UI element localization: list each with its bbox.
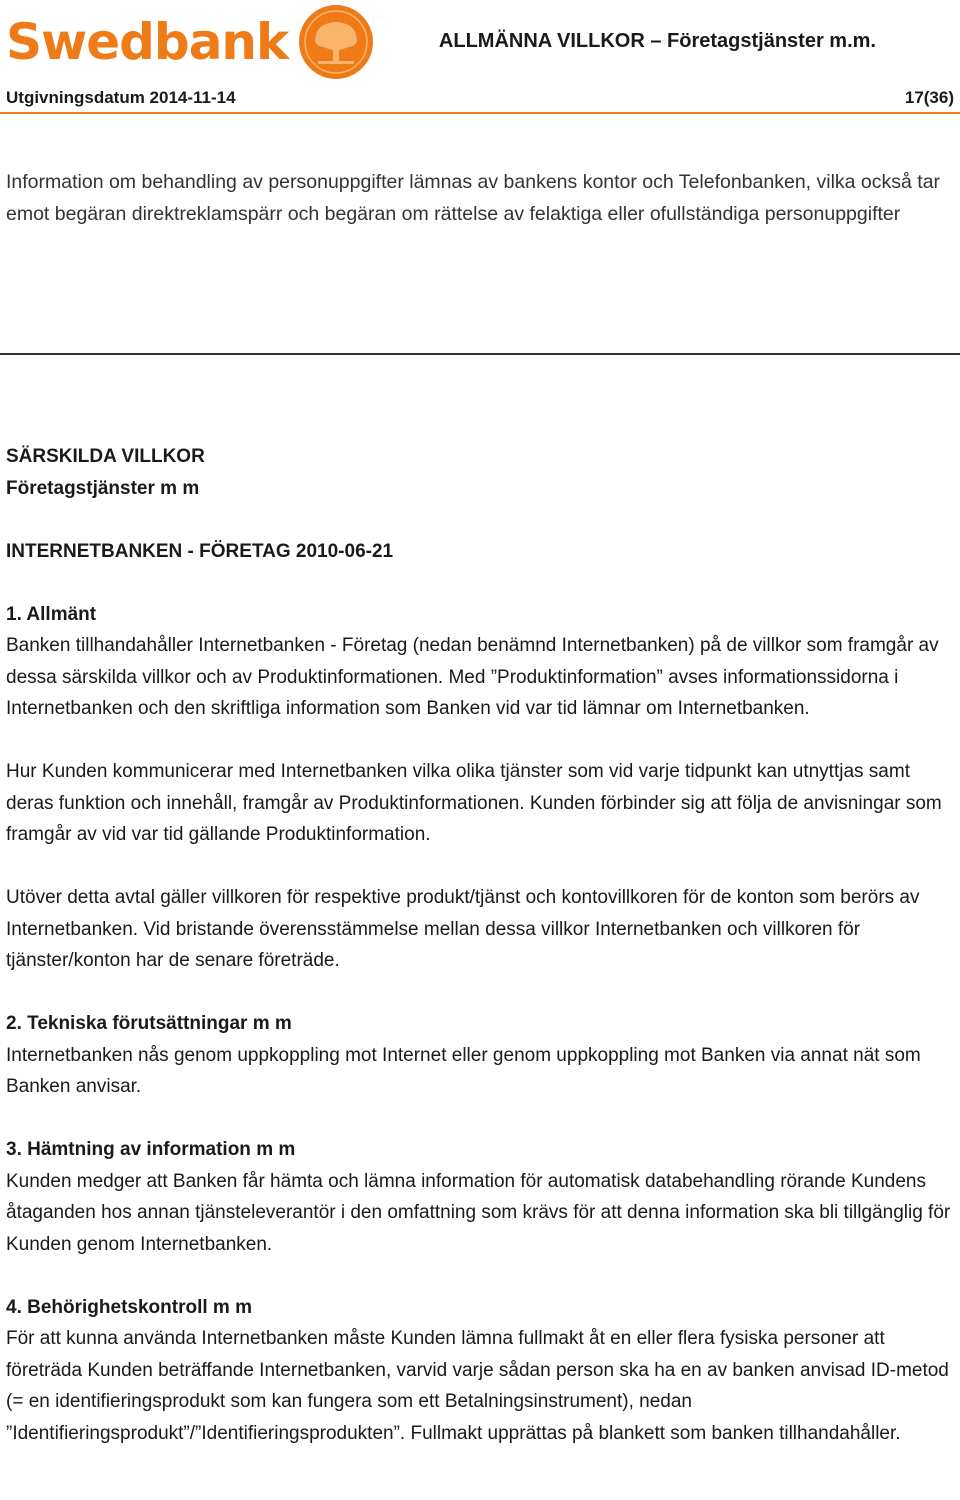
clause-3-heading: 3. Hämtning av information m m — [6, 1139, 296, 1160]
brand-wordmark: Swedbank — [6, 13, 289, 71]
section-subtitle: INTERNETBANKEN - FÖRETAG 2010-06-21 — [6, 540, 394, 562]
clause-2-heading: 2. Tekniska förutsättningar m m — [6, 1013, 292, 1034]
oak-tree-seal-icon — [298, 4, 374, 80]
clause-2-paragraph-1: Internetbanken nås genom uppkoppling mot Internet eller genom uppkoppling mot Banken via annat nät som Banken anvisar. — [6, 1044, 921, 1097]
clause-1-paragraph-1: Banken tillhandahåller Internetbanken - Företag (nedan benämnd Internetbanken) på de villkor som framgår av dessa särskilda villkor och av Produktinformationen. Med ”Produktinformation” avses informationssidorna i Internetbanken och den skriftliga information som Banken vid var tid lämnar om Internetbanken. — [6, 635, 939, 719]
section-title-line1: SÄRSKILDA VILLKOR — [6, 446, 205, 467]
header-meta-bar — [0, 86, 960, 114]
section-title-line2: Företagstjänster m m — [6, 477, 200, 499]
issue-date: Utgivningsdatum 2014-11-14 — [6, 88, 236, 107]
clause-3-paragraph-1: Kunden medger att Banken får hämta och lämna information för automatisk databehandling rörande Kundens åtaganden hos annan tjänsteleverantör i den omfattning som krävs för att denna information ska bli tillgänglig för Kunden genom Internetbanken. — [6, 1170, 951, 1255]
intro-paragraph: Information om behandling av personuppgifter lämnas av bankens kontor och Telefonbanken, vilka också tar emot begäran direktreklamspärr och begäran om rättelse av felaktiga eller ofullständiga personuppgifter — [6, 170, 941, 225]
clause-4-heading: 4. Behörighetskontroll m m — [6, 1296, 252, 1318]
swedbank-logo — [6, 2, 374, 82]
page-number: 17(36) — [904, 88, 954, 107]
document-title: ALLMÄNNA VILLKOR – Företagstjänster m.m. — [438, 30, 876, 52]
clause-4-paragraph-1: För att kunna använda Internetbanken måste Kunden lämna fullmakt åt en eller flera fysiska personer att företräda Kunden beträffande Internetbanken, varvid varje sådan person ska ha en av banken anvisad ID-metod (= en identifieringsprodukt som kan fungera som ett Betalningsinstrument), nedan ”Identifieringsprodukt”/”Identifieringsprodukten”. Fullmakt upprättas på blankett som banken tillhandahåller. — [6, 1328, 949, 1444]
section-divider — [0, 353, 960, 355]
document-body — [6, 441, 956, 1449]
clause-1-paragraph-2: Hur Kunden kommunicerar med Internetbanken vilka olika tjänster som vid varje tidpunkt kan utnyttjas samt deras funktion och innehåll, framgår av Produktinformationen. Kunden förbinder sig att följa de anvisningar som framgår av vid var tid gällande Produktinformation. — [6, 761, 942, 845]
clause-1-paragraph-3: Utöver detta avtal gäller villkoren för respektive produkt/tjänst och kontovillkoren för de konton som berörs av Internetbanken. Vid bristande överensstämmelse mellan dessa villkor Internetbanken och villkoren för tjänster/konton har de senare företräde. — [6, 887, 920, 971]
clause-1-heading: 1. Allmänt — [6, 603, 97, 625]
